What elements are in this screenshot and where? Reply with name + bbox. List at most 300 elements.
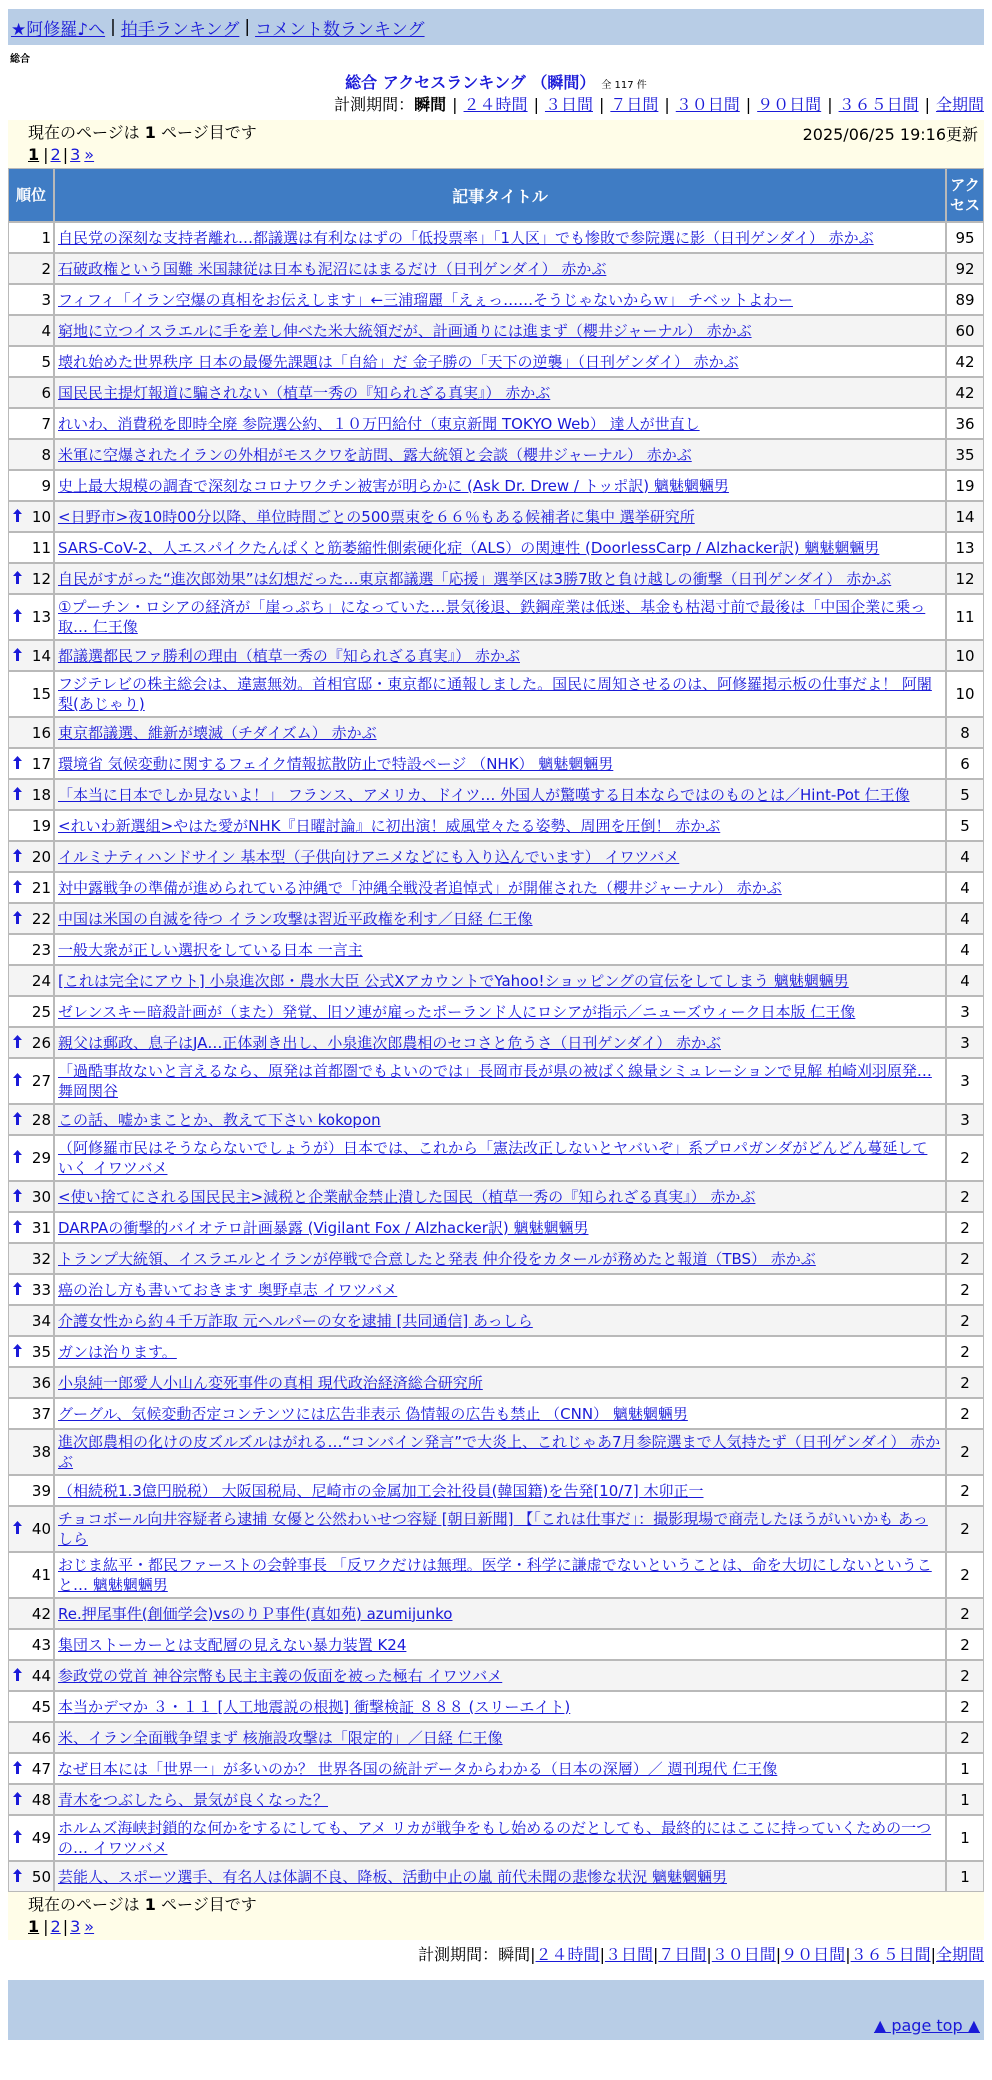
- access-count: 2: [946, 1305, 984, 1336]
- article-link[interactable]: 参政党の党首 神谷宗幣も民主主義の仮面を被った極右 イワツバメ: [58, 1666, 503, 1685]
- access-count: 4: [946, 965, 984, 996]
- rank-number: 5: [41, 352, 51, 371]
- rank-cell: [8, 1784, 54, 1815]
- up-arrow-icon: [13, 1034, 22, 1052]
- ranking-table: [8, 168, 984, 1892]
- article-link[interactable]: グーグル、気候変動否定コンテンツには広告非表示 偽情報の広告も禁止 （CNN） 魑魅魍魎男: [58, 1404, 688, 1423]
- rank-cell: [8, 470, 54, 501]
- table-row: [8, 1181, 984, 1212]
- access-count: 19: [946, 470, 984, 501]
- title-cell: [54, 1058, 946, 1104]
- title-cell: [54, 594, 946, 640]
- period-separator: |: [924, 95, 930, 114]
- period-link[interactable]: ３日間: [604, 1945, 653, 1964]
- access-count: 2: [946, 1722, 984, 1753]
- access-count: 3: [946, 1027, 984, 1058]
- rank-cell: [8, 934, 54, 965]
- article-link[interactable]: 中国は米国の自滅を待つ イラン攻撃は習近平政権を利す／日経 仁王像: [58, 909, 533, 928]
- access-count: 6: [946, 748, 984, 779]
- period-current: 瞬間: [414, 95, 447, 114]
- rank-cell: [8, 810, 54, 841]
- article-link[interactable]: フィフィ「イラン空爆の真相をお伝えします」←三浦瑠麗「えぇっ……そうじゃないからｗ」 チベットよわー: [58, 290, 793, 309]
- title-cell: [54, 1398, 946, 1429]
- article-link[interactable]: ホルムズ海峡封鎖的な何かをするにしても、アメ リカが戦争をもし始めるのだとしても、最終的にはここに持っていくための一つの… イワツバメ: [58, 1819, 932, 1857]
- table-row: [8, 1815, 984, 1861]
- access-count: 12: [946, 563, 984, 594]
- rank-cell: [8, 1212, 54, 1243]
- access-count: 2: [946, 1429, 984, 1475]
- access-count: 5: [946, 810, 984, 841]
- period-separator: |: [845, 1945, 851, 1964]
- rank-cell: [8, 1104, 54, 1135]
- title-cell: [54, 779, 946, 810]
- title-cell: [54, 222, 946, 253]
- access-count: 2: [946, 1243, 984, 1274]
- article-link[interactable]: <れいわ新選組>やはた愛がNHK『日曜討論』に初出演！威風堂々たる姿勢、周囲を圧倒！ 赤かぶ: [58, 816, 721, 835]
- access-count: 2: [946, 1336, 984, 1367]
- access-count: 14: [946, 501, 984, 532]
- period-separator: |: [598, 95, 605, 114]
- top-nav: [8, 9, 984, 45]
- article-link[interactable]: ゼレンスキー暗殺計画が（また）発覚、旧ソ連が雇ったポーランド人にロシアが指示／ニューズウィーク日本版 仁王像: [58, 1002, 856, 1021]
- access-count: 89: [946, 284, 984, 315]
- article-link[interactable]: 「本当に日本でしか見ないよ！」 フランス、アメリカ、ドイツ… 外国人が驚嘆する日本ならではのものとは／Hint-Pot 仁王像: [58, 785, 910, 804]
- table-row: [8, 1691, 984, 1722]
- article-link[interactable]: おじま紘平・都民ファーストの会幹事長 「反ワクだけは無理。医学・科学に謙虚でないということは、命を大切にしないということ… 魑魅魍魎男: [58, 1556, 932, 1594]
- period-link[interactable]: 全期間: [935, 95, 984, 114]
- article-link[interactable]: イルミナティハンドサイン 基本型（子供向けアニメなどにも入り込んでいます） イワツバメ: [58, 847, 680, 866]
- access-count: 3: [946, 1104, 984, 1135]
- table-row: [8, 1243, 984, 1274]
- table-row: [8, 841, 984, 872]
- pager-separator: |: [43, 145, 49, 164]
- period-link[interactable]: ３６５日間: [838, 95, 919, 114]
- period-link[interactable]: ３０日間: [711, 1945, 776, 1964]
- title-cell: [54, 965, 946, 996]
- pager-separator: |: [62, 1917, 69, 1936]
- table-row: [8, 1398, 984, 1429]
- table-row: [8, 594, 984, 640]
- table-row: [8, 315, 984, 346]
- rank-number: 22: [31, 909, 51, 928]
- period-link[interactable]: ３０日間: [675, 95, 740, 114]
- article-link[interactable]: ①プーチン・ロシアの経済が「崖っぷち」になっていた…景気後退、鉄鋼産業は低迷、基金も枯渇寸前で最後は「中国企業に乗っ取… 仁王像: [58, 598, 926, 636]
- article-link[interactable]: 進次郎農相の化けの皮ズルズルはがれる…“コンバイン発言”で大炎上、これじゃあ7月参院選まで人気持たず（日刊ゲンダイ） 赤かぶ: [58, 1433, 941, 1471]
- rank-number: 24: [31, 971, 51, 990]
- table-row: [8, 1212, 984, 1243]
- article-link[interactable]: <日野市>夜10時00分以降、単位時間ごとの500票束を６６％もある候補者に集中 選挙研究所: [58, 507, 695, 526]
- current-page-suffix: ページ目です: [161, 123, 257, 142]
- rank-number: 29: [31, 1149, 51, 1167]
- rank-number: 16: [31, 723, 51, 742]
- article-link[interactable]: 集団ストーカーとは支配層の見えない暴力装置 K24: [58, 1635, 407, 1654]
- article-link[interactable]: 国民民主提灯報道に騙されない（植草一秀の『知られざる真実』） 赤かぶ: [58, 383, 551, 402]
- title-cell: [54, 284, 946, 315]
- rank-cell: [8, 439, 54, 470]
- table-row: [8, 1784, 984, 1815]
- article-link[interactable]: 米軍に空爆されたイランの外相がモスクワを訪問、露大統領と会談（櫻井ジャーナル） 赤かぶ: [58, 445, 692, 464]
- rank-cell: [8, 903, 54, 934]
- article-link[interactable]: 親父は郵政、息子はJA…正体剥き出し、小泉進次郎農相のセコさと危うさ（日刊ゲンダイ） 赤かぶ: [58, 1033, 721, 1052]
- article-link[interactable]: <使い捨てにされる国民民主>減税と企業献金禁止潰した国民（植草一秀の『知られざる真実』） 赤かぶ: [58, 1187, 756, 1206]
- access-count: 2: [946, 1691, 984, 1722]
- period-link[interactable]: ３６５日間: [850, 1945, 931, 1964]
- article-link[interactable]: 「過酷事故ないと言えるなら、原発は首都圏でもよいのでは」長岡市長が県の被ばく線量シミュレーションで見解 柏崎刈羽原発… 舞岡関谷: [58, 1062, 932, 1100]
- rank-cell: [8, 779, 54, 810]
- up-arrow-icon: [13, 910, 22, 928]
- article-link[interactable]: 小泉純一郎愛人小山ん変死事件の真相 現代政治経済総合研究所: [58, 1373, 483, 1392]
- period-separator: |: [533, 95, 539, 114]
- rank-cell: [8, 1753, 54, 1784]
- title-cell: [54, 841, 946, 872]
- access-count: 35: [946, 439, 984, 470]
- table-row: [8, 563, 984, 594]
- period-separator: |: [452, 95, 458, 114]
- title-cell: [54, 934, 946, 965]
- up-arrow-icon: [13, 608, 22, 626]
- rank-number: 38: [31, 1443, 51, 1461]
- access-count: 3: [946, 996, 984, 1027]
- article-link[interactable]: （阿修羅市民はそうならないでしょうが）日本では、これから「憲法改正しないとヤバいぞ」系プロパガンダがどんどん蔓延していく イワツバメ: [58, 1139, 928, 1177]
- access-count: 4: [946, 903, 984, 934]
- article-link[interactable]: 青木をつぶしたら、景気が良くなった？: [58, 1790, 329, 1809]
- rank-cell: [8, 748, 54, 779]
- table-row: [8, 1660, 984, 1691]
- rank-number: 32: [31, 1249, 51, 1268]
- table-row: [8, 1475, 984, 1506]
- period-link[interactable]: ７日間: [658, 1945, 707, 1964]
- table-row: [8, 1135, 984, 1181]
- rank-cell: [8, 1815, 54, 1861]
- article-link[interactable]: 本当かデマか ３・１１ [人工地震説の根拠] 衝撃検証 ８８８ (スリーエイト): [58, 1697, 571, 1716]
- access-count: 92: [946, 253, 984, 284]
- article-link[interactable]: 米、イラン全面戦争望まず 核施設攻撃は「限定的」／日経 仁王像: [58, 1728, 503, 1747]
- article-link[interactable]: DARPAの衝撃的バイオテロ計画暴露 (Vigilant Fox / Alzhacker訳) 魑魅魍魎男: [58, 1218, 589, 1237]
- rank-number: 2: [41, 259, 51, 278]
- rank-number: 37: [31, 1404, 51, 1423]
- title-cell: [54, 1181, 946, 1212]
- rank-number: 48: [31, 1790, 51, 1809]
- table-row: [8, 1598, 984, 1629]
- rank-number: 34: [31, 1311, 51, 1330]
- title-cell: [54, 439, 946, 470]
- rank-cell: [8, 377, 54, 408]
- rank-number: 7: [41, 414, 51, 433]
- up-arrow-icon: [13, 1219, 22, 1237]
- pager-link[interactable]: 3: [70, 1917, 81, 1936]
- title-row: [0, 68, 992, 92]
- up-arrow-icon: [13, 1829, 22, 1847]
- title-cell: [54, 810, 946, 841]
- article-link[interactable]: 芸能人、スポーツ選手、有名人は体調不良、降板、活動中止の嵐 前代未聞の悲惨な状況 魑魅魍魎男: [58, 1867, 727, 1886]
- title-cell: [54, 872, 946, 903]
- up-arrow-icon: [13, 1343, 22, 1361]
- table-row: [8, 222, 984, 253]
- table-row: [8, 408, 984, 439]
- pager-next[interactable]: »: [84, 1917, 95, 1936]
- article-link[interactable]: トランプ大統領、イスラエルとイランが停戦で合意したと発表 仲介役をカタールが務めたと報道（TBS） 赤かぶ: [58, 1249, 816, 1268]
- period-link[interactable]: ９０日間: [781, 1945, 846, 1964]
- table-row: [8, 1104, 984, 1135]
- access-count: 3: [946, 1058, 984, 1104]
- page-info-bottom: [8, 1892, 984, 1940]
- pager-separator: |: [62, 145, 69, 164]
- rank-cell: [8, 717, 54, 748]
- table-row: [8, 253, 984, 284]
- rank-cell: [8, 1475, 54, 1506]
- title-cell: [54, 1475, 946, 1506]
- page-top-link[interactable]: ▲ page top ▲: [873, 2015, 980, 2035]
- table-row: [8, 810, 984, 841]
- nav-link-comment-ranking[interactable]: コメント数ランキング: [255, 19, 425, 40]
- pager-bottom: [28, 1916, 978, 1938]
- rank-cell: [8, 1027, 54, 1058]
- table-row: [8, 965, 984, 996]
- rank-cell: [8, 1274, 54, 1305]
- breadcrumb: 総合: [10, 54, 30, 65]
- up-arrow-icon: [13, 786, 22, 804]
- rank-number: 26: [31, 1033, 51, 1052]
- rank-cell: [8, 1861, 54, 1892]
- title-cell: [54, 470, 946, 501]
- period-separator: |: [930, 1945, 936, 1964]
- article-link[interactable]: チョコボール向井容疑者ら逮捕 女優と公然わいせつ容疑 [朝日新聞] 【「これは仕事だ」：撮影現場で商売したほうがいいかも あっしら: [58, 1510, 928, 1548]
- article-link[interactable]: 史上最大規模の調査で深刻なコロナワクチン被害が明らかに (Ask Dr. Drew / トッポ訳) 魑魅魍魎男: [58, 476, 729, 495]
- article-link[interactable]: 自民がすがった“進次郎効果”は幻想だった…東京都議選「応援」選挙区は3勝7敗と負け越しの衝撃（日刊ゲンダイ） 赤かぶ: [58, 569, 892, 588]
- rank-cell: [8, 965, 54, 996]
- title-cell: [54, 1861, 946, 1892]
- up-arrow-icon: [13, 1868, 22, 1886]
- article-link[interactable]: なぜ日本には「世界一」が多いのか？ 世界各国の統計データからわかる（日本の深層）／ 週刊現代 仁王像: [58, 1759, 778, 1778]
- period-selector-bottom: [0, 1944, 984, 1966]
- access-count: 13: [946, 532, 984, 563]
- article-link[interactable]: 一般大衆が正しい選択をしている日本 一言主: [58, 940, 363, 959]
- title-cell: [54, 1722, 946, 1753]
- pager-current: 1: [28, 145, 40, 164]
- title-cell: [54, 903, 946, 934]
- table-row: [8, 872, 984, 903]
- up-arrow-icon: [13, 1149, 22, 1167]
- nav-link-asyura[interactable]: ★阿修羅♪へ: [11, 19, 106, 40]
- rank-cell: [8, 1305, 54, 1336]
- access-count: 1: [946, 1815, 984, 1861]
- title-cell: [54, 253, 946, 284]
- rank-number: 44: [31, 1666, 51, 1685]
- title-cell: [54, 996, 946, 1027]
- header-rank: 順位: [8, 168, 54, 222]
- period-current: 瞬間: [498, 1945, 531, 1964]
- rank-number: 14: [31, 646, 51, 665]
- rank-number: 12: [31, 569, 51, 588]
- period-link[interactable]: ９０日間: [757, 95, 822, 114]
- period-link[interactable]: 全期間: [935, 1945, 984, 1964]
- header-title: 記事タイトル: [54, 168, 946, 222]
- table-row: [8, 1552, 984, 1598]
- article-link[interactable]: ガンは治ります。: [58, 1342, 177, 1361]
- rank-number: 23: [31, 940, 51, 959]
- article-link[interactable]: 癌の治し方も書いておきます 奥野卓志 イワツバメ: [58, 1280, 398, 1299]
- nav-link-clap-ranking[interactable]: 拍手ランキング: [120, 19, 240, 40]
- article-link[interactable]: Re.押尾事件(創価学会)vsのりＰ事件(真如苑) azumijunko: [58, 1604, 453, 1623]
- pager-link[interactable]: 2: [50, 145, 61, 164]
- article-link[interactable]: 石破政権という国難 米国隷従は日本も泥沼にはまるだけ（日刊ゲンダイ） 赤かぶ: [58, 259, 607, 278]
- table-row: [8, 470, 984, 501]
- article-link[interactable]: SARS-CoV-2、人エスパイクたんぱくと筋萎縮性側索硬化症（ALS）の関連性 (DoorlessCarp / Alzhacker訳) 魑魅魍魎男: [58, 538, 880, 557]
- pager-top: [28, 144, 978, 166]
- table-row: [8, 934, 984, 965]
- pager-current: 1: [28, 1917, 40, 1936]
- footer-bar: [8, 1980, 984, 2010]
- title-cell: [54, 1753, 946, 1784]
- up-arrow-icon: [13, 1281, 22, 1299]
- updated-timestamp: 2025/06/25 19:16更新: [802, 125, 978, 144]
- period-link[interactable]: ３日間: [544, 95, 593, 114]
- rank-number: 20: [31, 847, 51, 866]
- title-cell: [54, 315, 946, 346]
- access-count: 2: [946, 1135, 984, 1181]
- access-count: 1: [946, 1753, 984, 1784]
- rank-number: 28: [31, 1110, 51, 1129]
- title-cell: [54, 408, 946, 439]
- article-link[interactable]: 東京都議選、維新が壊滅（チダイズム） 赤かぶ: [58, 723, 377, 742]
- title-cell: [54, 1027, 946, 1058]
- current-page-number: 1: [144, 1895, 156, 1914]
- table-row: [8, 439, 984, 470]
- rank-number: 3: [41, 290, 51, 309]
- table-row: [8, 996, 984, 1027]
- up-arrow-icon: [13, 1791, 22, 1809]
- period-separator: |: [530, 1945, 536, 1964]
- table-row: [8, 1305, 984, 1336]
- table-row: [8, 1629, 984, 1660]
- rank-number: 13: [31, 608, 51, 626]
- article-link[interactable]: 環境省 気候変動に関するフェイク情報拡散防止で特設ページ （NHK） 魑魅魍魎男: [58, 754, 614, 773]
- rank-cell: [8, 222, 54, 253]
- pager-link[interactable]: 3: [70, 145, 81, 164]
- rank-number: 15: [31, 685, 51, 703]
- rank-number: 21: [31, 878, 51, 897]
- period-separator: |: [827, 95, 833, 114]
- article-link[interactable]: （相続税1.3億円脱税） 大阪国税局、尼崎市の金属加工会社役員(韓国籍)を告発[10/7] 木卯正一: [58, 1481, 704, 1500]
- article-link[interactable]: 対中露戦争の準備が進められている沖縄で「沖縄全戦没者追悼式」が開催された（櫻井ジャーナル） 赤かぶ: [58, 878, 782, 897]
- rank-number: 40: [31, 1520, 51, 1538]
- current-page-text: 現在のページは: [28, 123, 140, 142]
- current-page-number: 1: [144, 123, 156, 142]
- title-cell: [54, 563, 946, 594]
- rank-cell: [8, 872, 54, 903]
- period-link[interactable]: ２４時間: [535, 1945, 600, 1964]
- access-count: 95: [946, 222, 984, 253]
- rank-cell: [8, 346, 54, 377]
- rank-number: 46: [31, 1728, 51, 1747]
- rank-number: 31: [31, 1218, 51, 1237]
- access-count: 2: [946, 1212, 984, 1243]
- title-cell: [54, 1243, 946, 1274]
- title-cell: [54, 1336, 946, 1367]
- table-row: [8, 1753, 984, 1784]
- article-link[interactable]: [これは完全にアウト] 小泉進次郎・農水大臣 公式XアカウントでYahoo!ショッピングの宣伝をしてしまう 魑魅魍魎男: [58, 971, 849, 990]
- up-arrow-icon: [13, 1667, 22, 1685]
- rank-cell: [8, 1629, 54, 1660]
- article-link[interactable]: れいわ、消費税を即時全廃 参院選公約、１０万円給付（東京新聞 TOKYO Web） 達人が世直し: [58, 414, 700, 433]
- current-page-text: 現在のページは: [28, 1895, 140, 1914]
- rank-cell: [8, 671, 54, 717]
- rank-cell: [8, 1243, 54, 1274]
- article-link[interactable]: この話、嘘かまことか、教えて下さい kokopon: [58, 1110, 381, 1129]
- rank-number: 43: [31, 1635, 51, 1654]
- period-link[interactable]: ２４時間: [463, 95, 528, 114]
- rank-number: 8: [41, 445, 51, 464]
- access-count: 10: [946, 640, 984, 671]
- rank-cell: [8, 1598, 54, 1629]
- rank-cell: [8, 1058, 54, 1104]
- access-count: 2: [946, 1367, 984, 1398]
- pager-next[interactable]: »: [84, 145, 95, 164]
- nav-separator: |: [110, 17, 116, 37]
- footer-bar-pagetop: [8, 2010, 984, 2040]
- rank-number: 49: [31, 1829, 51, 1847]
- current-page-suffix: ページ目です: [161, 1895, 257, 1914]
- table-row: [8, 640, 984, 671]
- table-row: [8, 1506, 984, 1552]
- article-link[interactable]: 壊れ始めた世界秩序 日本の最優先課題は「自給」だ 金子勝の「天下の逆襲」（日刊ゲンダイ） 赤かぶ: [58, 352, 739, 371]
- rank-cell: [8, 563, 54, 594]
- rank-cell: [8, 1552, 54, 1598]
- title-cell: [54, 1212, 946, 1243]
- table-row: [8, 1722, 984, 1753]
- rank-cell: [8, 315, 54, 346]
- rank-cell: [8, 1722, 54, 1753]
- access-count: 2: [946, 1181, 984, 1212]
- rank-number: 41: [31, 1566, 51, 1584]
- access-count: 8: [946, 717, 984, 748]
- title-cell: [54, 1598, 946, 1629]
- pager-link[interactable]: 2: [50, 1917, 61, 1936]
- period-label: 計測期間：: [334, 95, 415, 114]
- rank-number: 30: [31, 1187, 51, 1206]
- title-cell: [54, 1135, 946, 1181]
- article-link[interactable]: 自民党の深刻な支持者離れ…都議選は有利なはずの「低投票率」「1人区」でも惨敗で参院選に影（日刊ゲンダイ） 赤かぶ: [58, 228, 874, 247]
- table-row: [8, 346, 984, 377]
- rank-number: 35: [31, 1342, 51, 1361]
- title-cell: [54, 532, 946, 563]
- access-count: 2: [946, 1398, 984, 1429]
- rank-cell: [8, 1336, 54, 1367]
- article-link[interactable]: 窮地に立つイスラエルに手を差し伸べた米大統領だが、計画通りには進まず（櫻井ジャーナル） 赤かぶ: [58, 321, 752, 340]
- access-count: 2: [946, 1660, 984, 1691]
- title-cell: [54, 501, 946, 532]
- rank-cell: [8, 1506, 54, 1552]
- article-link[interactable]: フジテレビの株主総会は、違憲無効。首相官邸・東京都に通報しました。国民に周知させるのは、阿修羅掲示板の仕事だよ！ 阿闍梨(あじゃり): [58, 675, 932, 713]
- rank-cell: [8, 1691, 54, 1722]
- access-count: 1: [946, 1784, 984, 1815]
- title-cell: [54, 1305, 946, 1336]
- rank-cell: [8, 1367, 54, 1398]
- table-row: [8, 284, 984, 315]
- table-row: [8, 1367, 984, 1398]
- access-count: 1: [946, 1861, 984, 1892]
- access-count: 60: [946, 315, 984, 346]
- period-link[interactable]: ７日間: [610, 95, 659, 114]
- access-count: 36: [946, 408, 984, 439]
- article-link[interactable]: 都議選都民ファ勝利の理由（植草一秀の『知られざる真実』） 赤かぶ: [58, 646, 520, 665]
- article-link[interactable]: 介護女性から約４千万詐取 元ヘルパーの女を逮捕 [共同通信] あっしら: [58, 1311, 533, 1330]
- table-row: [8, 1861, 984, 1892]
- period-label: 計測期間：: [418, 1945, 499, 1964]
- title-cell: [54, 1104, 946, 1135]
- up-arrow-icon: [13, 1520, 22, 1538]
- up-arrow-icon: [13, 1760, 22, 1778]
